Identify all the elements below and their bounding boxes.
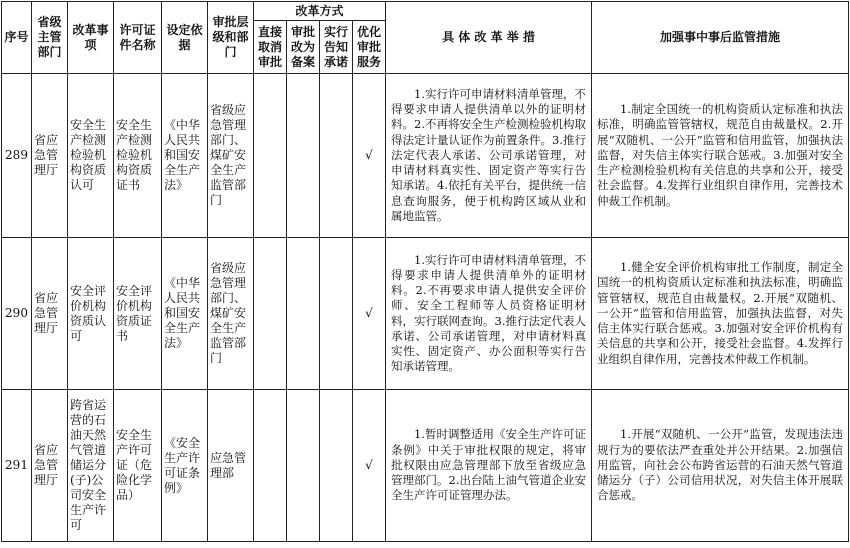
row-mode-filing — [287, 390, 320, 542]
row-level: 省级应急管理部门、煤矿安全生产监管部门 — [208, 74, 254, 238]
row-license: 安全生产许可证（危险化学品） — [114, 390, 162, 542]
row-level: 省级应急管理部门、煤矿安全生产监管部门 — [208, 238, 254, 390]
header-level: 审批层级和部门 — [208, 2, 254, 74]
row-mode-filing — [287, 74, 320, 238]
row-item: 安全评价机构资质认可 — [68, 238, 114, 390]
row-mode-optimize: √ — [353, 238, 386, 390]
row-basis: 《中华人民共和国安全生产法》 — [162, 74, 208, 238]
table-row — [2, 390, 849, 542]
header-mode-optimize: 优化审批服务 — [353, 21, 386, 74]
row-supervision: 1.开展“双随机、一公开”监管，发现违法违规行为的要依法严查重处并公开结果。2.加强信用监管，向社会公布跨省运营的石油天然气管道储运分（子）公司信用状况，对失信主体开展联合惩戒。 — [592, 390, 849, 542]
table-row — [2, 74, 849, 238]
row-license: 安全生产检测检验机构资质证书 — [114, 74, 162, 238]
header-dept: 省级主管部门 — [32, 2, 68, 74]
row-item: 安全生产检测检验机构资质认可 — [68, 74, 114, 238]
row-measures: 1.实行许可申请材料清单管理，不得要求申请人提供清单外的证明材料。2.不再要求申请人提供安全评价师、安全工程师等人员资格证明材料，实行联网查询。3.推行法定代表人承诺、公司承诺管理，对申请材料真实性、固定资产、办公面积等实行告知承诺管理。 — [386, 238, 592, 390]
reform-table — [1, 1, 849, 542]
row-mode-optimize: √ — [353, 390, 386, 542]
row-dept: 省应急管理厅 — [32, 390, 68, 542]
row-mode-optimize: √ — [353, 74, 386, 238]
header-item: 改革事项 — [68, 2, 114, 74]
header-no: 序号 — [2, 2, 32, 74]
row-mode-notify — [320, 390, 353, 542]
row-mode-cancel — [254, 74, 287, 238]
header-license: 许可证件名称 — [114, 2, 162, 74]
row-no: 290 — [2, 238, 32, 390]
row-mode-cancel — [254, 390, 287, 542]
row-dept: 省应急管理厅 — [32, 238, 68, 390]
row-no: 291 — [2, 390, 32, 542]
row-item: 跨省运营的石油天然气管道储运分(子)公司安全生产许可 — [68, 390, 114, 542]
row-basis: 《中华人民共和国安全生产法》 — [162, 238, 208, 390]
table-row — [2, 238, 849, 390]
row-mode-notify — [320, 74, 353, 238]
row-no: 289 — [2, 74, 32, 238]
row-supervision: 1.健全安全评价机构审批工作制度，制定全国统一的机构资质认定标准和执法标准，明确监管管辖权，规范自由裁量权。2.开展“双随机、一公开”监管和信用监管，加强执法监督，对失信主体实行联合惩戒。3.加强对安全评价机构有关信息的共享和公开，接受社会监督。4.发挥行业组织自律作用，完善技术仲裁工作机制。 — [592, 238, 849, 390]
header-mode-filing: 审批改为备案 — [287, 21, 320, 74]
row-mode-cancel — [254, 238, 287, 390]
row-level: 应急管理部 — [208, 390, 254, 542]
header-reform-mode: 改革方式 — [254, 2, 386, 21]
header-mode-cancel: 直接取消审批 — [254, 21, 287, 74]
row-mode-notify — [320, 238, 353, 390]
header-basis: 设定依据 — [162, 2, 208, 74]
row-mode-filing — [287, 238, 320, 390]
row-measures: 1.暂时调整适用《安全生产许可证条例》中关于审批权限的规定，将审批权限由应急管理部下放至省级应急管理部门。2.出台陆上油气管道企业安全生产许可证管理办法。 — [386, 390, 592, 542]
row-license: 安全评价机构资质证书 — [114, 238, 162, 390]
header-mode-notify: 实行告知承诺 — [320, 21, 353, 74]
row-supervision: 1.制定全国统一的机构资质认定标准和执法标准，明确监管管辖权，规范自由裁量权。2.开展“双随机、一公开”监管和信用监管，加强执法监督，对失信主体实行联合惩戒。3.加强对安全生产检测检验机构有关信息的共享和公开，接受社会监督。4.发挥行业组织自律作用，完善技术仲裁工作机制。 — [592, 74, 849, 238]
header-supervision: 加强事中事后监管措施 — [592, 2, 849, 74]
row-measures: 1.实行许可申请材料清单管理，不得要求申请人提供清单以外的证明材料。2.不再将安全生产检测检验机构取得法定计量认证作为前置条件。3.推行法定代表人承诺、公司承诺管理，对申请材料真实性、固定资产等实行告知承诺。4.依托有关平台，提供统一信息查询服务，便于机构跨区域从业和属地监管。 — [386, 74, 592, 238]
row-basis: 《安全生产许可证条例》 — [162, 390, 208, 542]
row-dept: 省应急管理厅 — [32, 74, 68, 238]
header-measures: 具 体 改 革 举 措 — [386, 2, 592, 74]
